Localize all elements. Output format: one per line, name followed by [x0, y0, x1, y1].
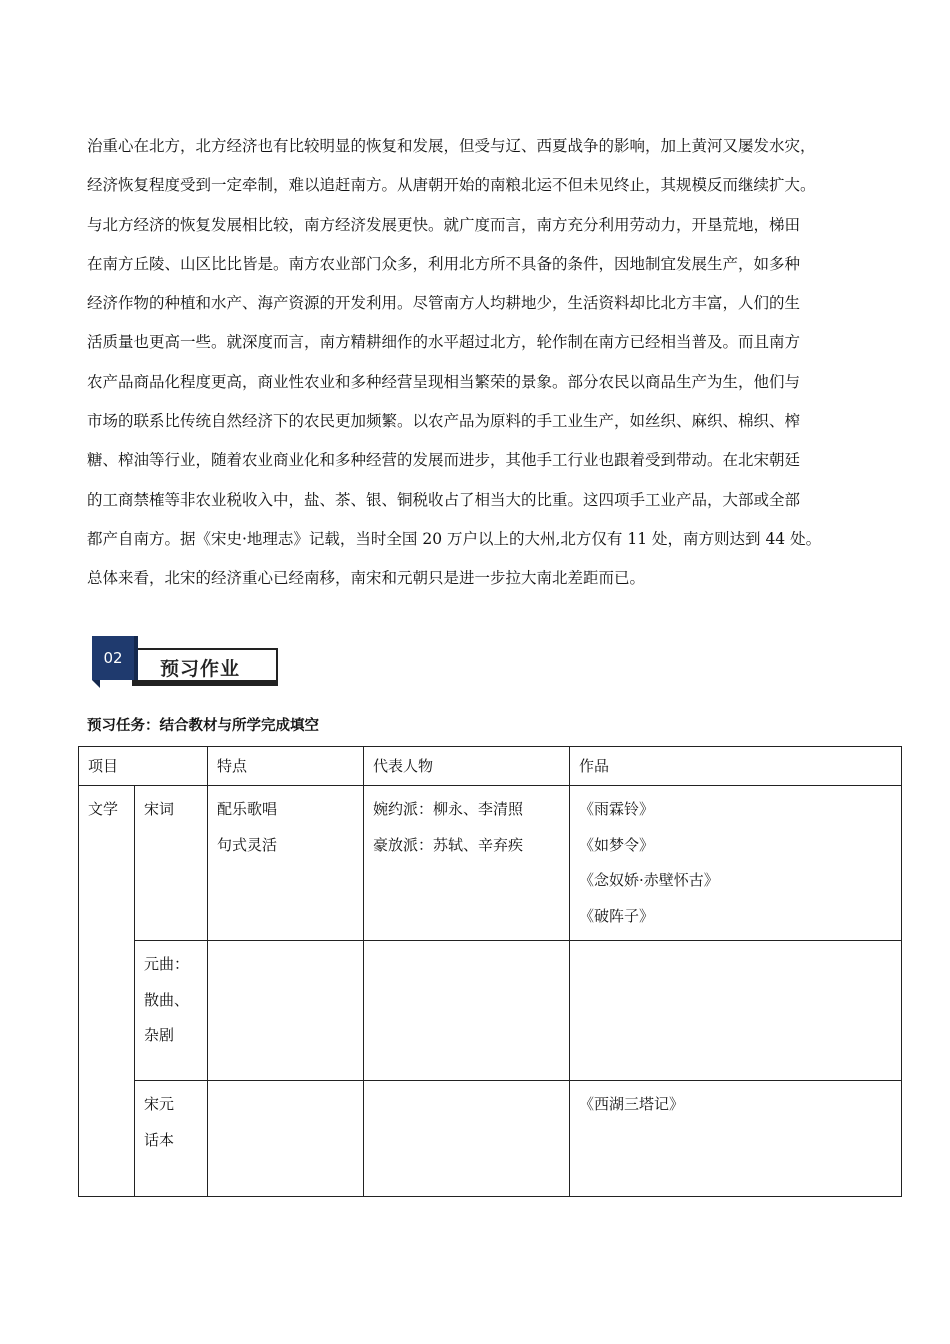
feature-cell[interactable] — [208, 786, 364, 941]
section-title-bar — [132, 648, 278, 682]
table-row-huaben — [79, 1081, 902, 1197]
body-paragraph — [87, 127, 877, 599]
works-cell[interactable] — [570, 941, 902, 1081]
section-badge — [92, 636, 282, 688]
task-heading: 预习任务：结合教材与所学完成填空 — [87, 718, 319, 734]
paragraph-line: 经济作物的种植和水产、海产资源的开发利用。尽管南方人均耕地少，生活资料却比北方丰富，人们的生 — [87, 294, 801, 313]
table-header-row — [79, 747, 902, 786]
paragraph-line: 农产品商品化程度更高，商业性农业和多种经营呈现相当繁荣的景象。部分农民以商品生产为生，他们与 — [87, 372, 801, 391]
cell-line: 配乐歌唱 — [217, 800, 278, 818]
paragraph-line: 与北方经济的恢复发展相比较，南方经济发展更快。就广度而言，南方充分利用劳动力，开垦荒地，梯田 — [87, 215, 801, 234]
cell-line: 话本 — [144, 1130, 175, 1149]
paragraph-line: 总体来看，北宋的经济重心已经南移，南宋和元朝只是进一步拉大南北差距而已。 — [87, 569, 646, 588]
cell-line: 杂剧 — [144, 1026, 175, 1044]
fill-in-table — [78, 746, 902, 1197]
cell-line: 婉约派：柳永、李清照 — [373, 800, 524, 818]
paragraph-line: 经济恢复程度受到一定牵制，难以追赶南方。从唐朝开始的南粮北运不但未见终止，其规模反而继续扩大。 — [87, 176, 816, 195]
table-row-yuanqu — [79, 941, 902, 1081]
cell-line: 《破阵子》 — [579, 906, 655, 925]
cell-line: 《雨霖铃》 — [579, 800, 655, 818]
feature-cell[interactable] — [208, 941, 364, 1081]
section-title: 预习作业 — [160, 658, 241, 680]
cell-line: 《念奴娇·赤壁怀古》 — [579, 871, 719, 889]
paragraph-line: 的工商禁榷等非农业税收入中，盐、茶、银、铜税收占了相当大的比重。这四项手工业产品，大部或全部 — [87, 490, 801, 509]
subcategory-cell — [135, 786, 208, 941]
paragraph-line: 在南方丘陵、山区比比皆是。南方农业部门众多，利用北方所不具备的条件，因地制宜发展生产，如多种 — [87, 254, 801, 273]
paragraph-line: 活质量也更高一些。就深度而言，南方精耕细作的水平超过北方，轮作制在南方已经相当普及。而且南方 — [87, 333, 801, 352]
paragraph-line: 市场的联系比传统自然经济下的农民更加频繁。以农产品为原料的手工业生产，如丝织、麻织、棉织、榨 — [87, 412, 801, 431]
cell-line: 《西湖三塔记》 — [579, 1095, 685, 1113]
cell-line: 元曲： — [144, 955, 190, 973]
works-cell[interactable] — [570, 786, 902, 941]
cell-line: 《如梦令》 — [579, 835, 655, 854]
people-cell[interactable] — [364, 786, 570, 941]
subcategory-cell — [135, 1081, 208, 1197]
header-feature: 特点 — [208, 747, 364, 786]
cell-line: 散曲、 — [144, 990, 190, 1009]
people-cell[interactable] — [364, 941, 570, 1081]
paragraph-line: 都产自南方。据《宋史·地理志》记载，当时全国 20 万户以上的大州,北方仅有 11 处，南方则达到 44 处。 — [87, 529, 822, 548]
header-people: 代表人物 — [364, 747, 570, 786]
header-works: 作品 — [570, 747, 902, 786]
feature-cell[interactable] — [208, 1081, 364, 1197]
cell-line: 句式灵活 — [217, 835, 278, 854]
people-cell[interactable] — [364, 1081, 570, 1197]
paragraph-line: 糖、榨油等行业，随着农业商业化和多种经营的发展而进步，其他手工行业也跟着受到带动。在北宋朝廷 — [87, 451, 801, 470]
subcategory-cell — [135, 941, 208, 1081]
table-row-songci — [79, 786, 902, 941]
works-cell[interactable] — [570, 1081, 902, 1197]
section-number: 02 — [92, 636, 138, 680]
cell-line: 宋词 — [144, 800, 175, 818]
cell-line: 豪放派：苏轼、辛弃疾 — [373, 835, 524, 854]
cell-line: 宋元 — [144, 1095, 175, 1113]
header-item: 项目 — [79, 747, 208, 786]
category-cell: 文学 — [79, 786, 135, 1197]
paragraph-line: 治重心在北方，北方经济也有比较明显的恢复和发展，但受与辽、西夏战争的影响，加上黄河又屡发水灾， — [87, 137, 816, 155]
